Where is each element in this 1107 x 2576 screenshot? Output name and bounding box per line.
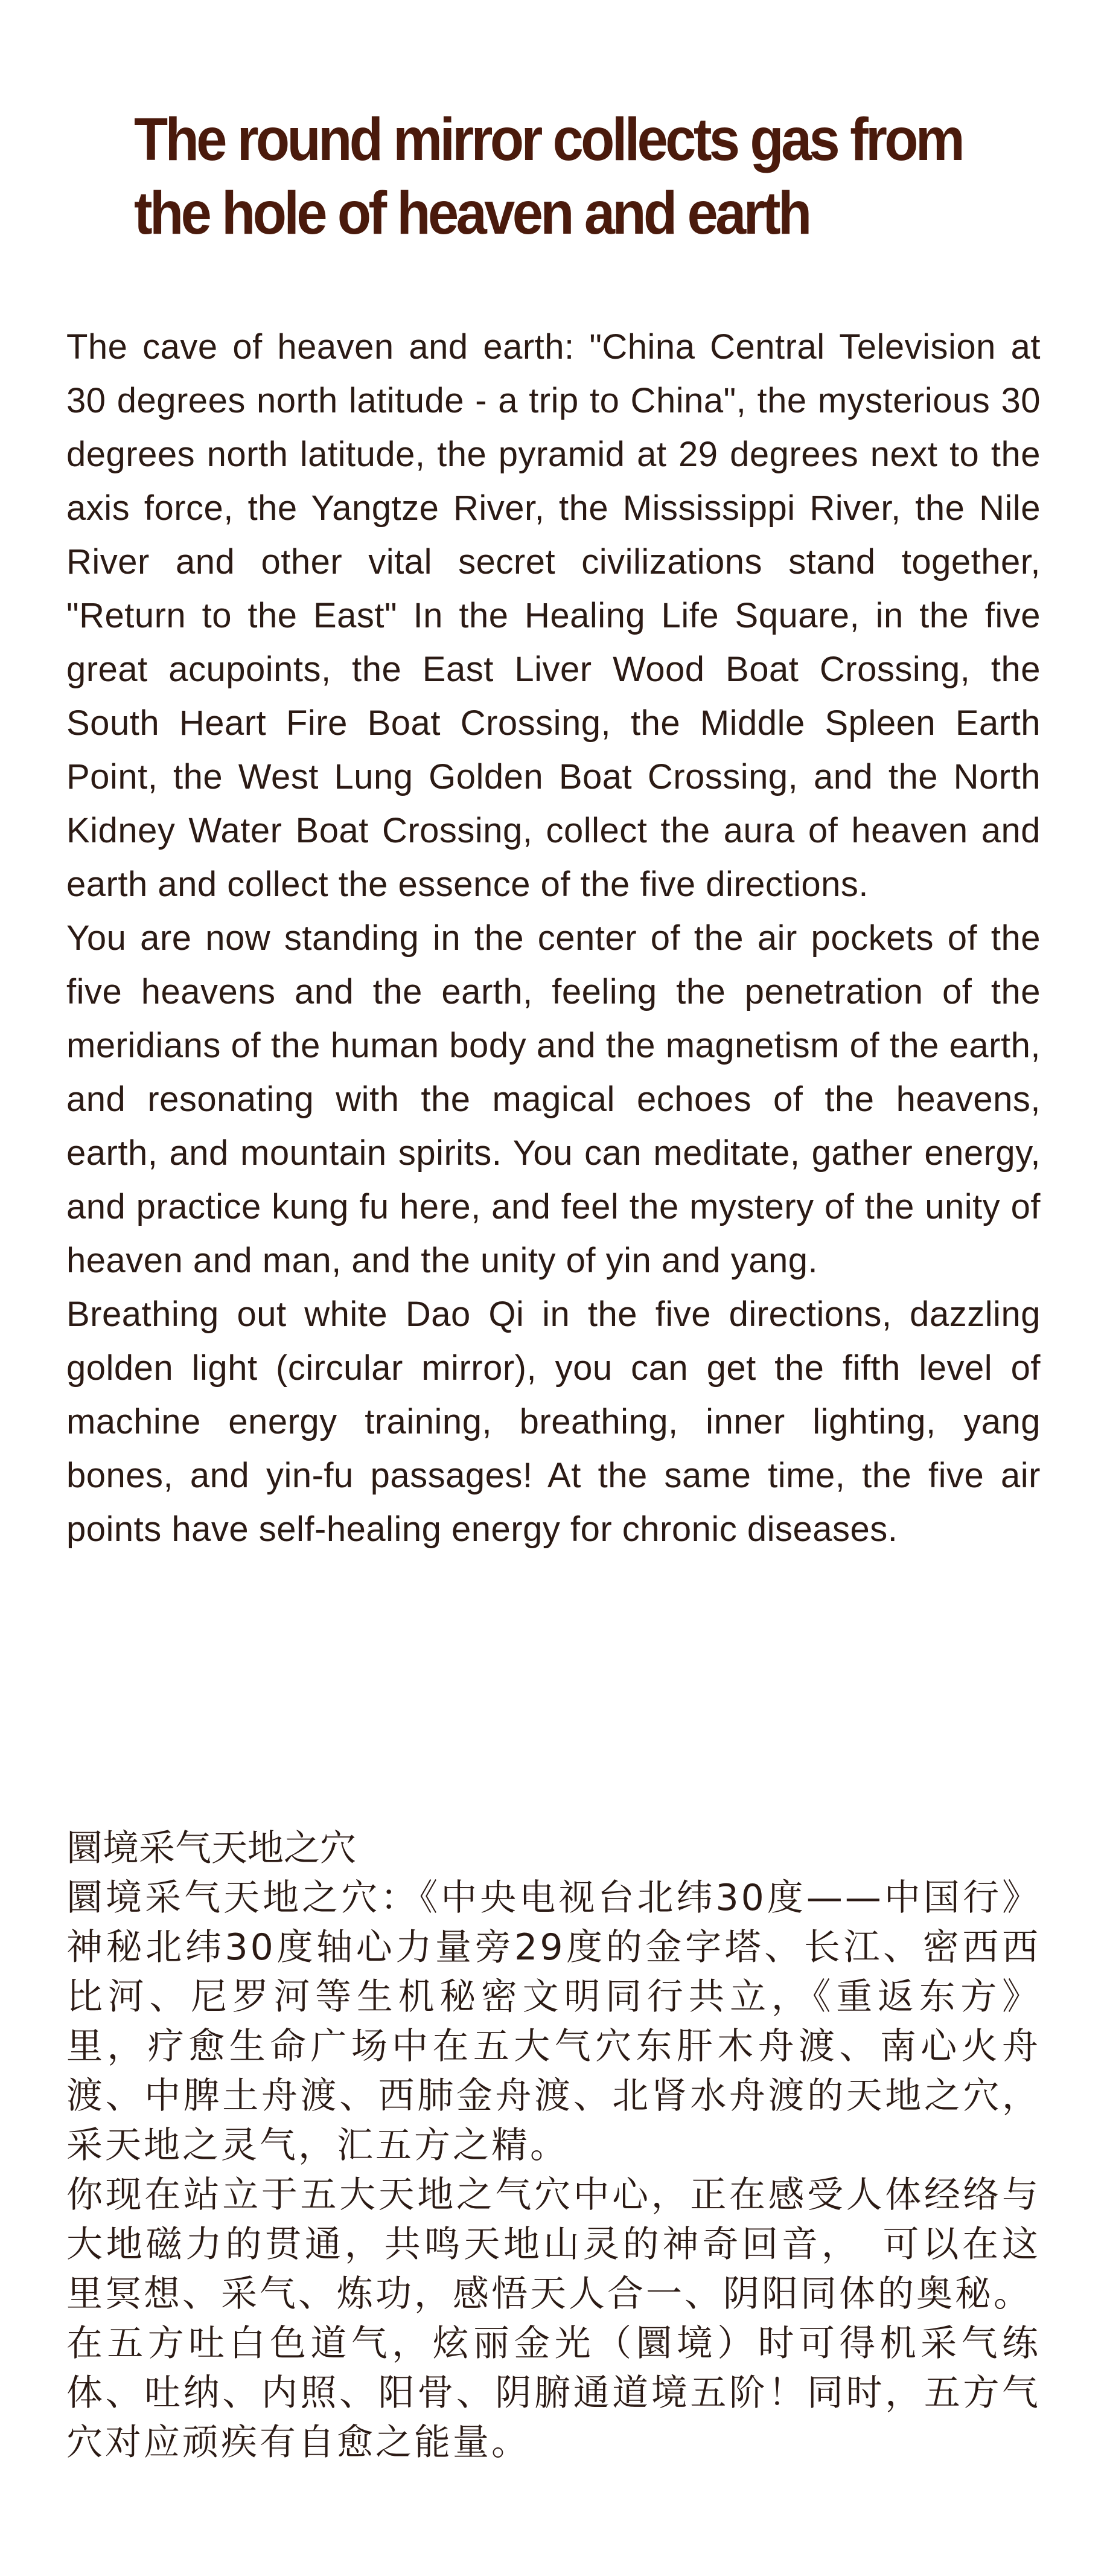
chinese-paragraph-1: 圜境采气天地之穴：《中央电视台北纬30度——中国行》神秘北纬30度轴心力量旁29度的金字塔、长江、密西西比河、尼罗河等生机秘密文明同行共立，《重返东方》里，疗愈生命广场中在五大气穴东肝木舟渡、南心火舟渡、中脾土舟渡、西肺金舟渡、北肾水舟渡的天地之穴，采天地之灵气，汇五方之精。 (66, 1877, 1041, 2167)
english-paragraph-2: You are now standing in the center of the air pockets of the five heavens and the earth, feeling the penetration of the meridians of the human body and the magnetism of the earth, and resonating with the magical echoes of the heavens, earth, and mountain spirits. You can meditate, gather energy, and practice kung fu here, and feel the mystery of the unity of heaven and man, and the unity of yin and yang. (66, 918, 1041, 1280)
page-title (134, 103, 967, 250)
title-line-1: The round mirror collects gas from (134, 106, 963, 173)
english-paragraph-1: The cave of heaven and earth: "China Central Television at 30 degrees north latitude - a trip to China", the mysterious 30 degrees north latitude, the pyramid at 29 degrees next to the axis force, the Yangtze River, the Mississippi River, the Nile River and other vital secret civilizations stand together, "Return to the East" In the Healing Life Square, in the five great acupoints, the East Liver Wood Boat Crossing, the South Heart Fire Boat Crossing, the Middle Spleen Earth Point, the West Lung Golden Boat Crossing, and the North Kidney Water Boat Crossing, collect the aura of heaven and earth and collect the essence of the five directions. (66, 327, 1041, 904)
chinese-paragraph-2: 你现在站立于五大天地之气穴中心，正在感受人体经络与大地磁力的贯通，共鸣天地山灵的神奇回音， 可以在这里冥想、采气、炼功，感悟天人合一、阴阳同体的奥秘。 (66, 2174, 1041, 2315)
english-text-section (66, 320, 1041, 1556)
chinese-paragraph-3: 在五方吐白色道气，炫丽金光（圜境）时可得机采气练体、吐纳、内照、阳骨、阴腑通道境五阶！同时，五方气穴对应顽疾有自愈之能量。 (66, 2322, 1041, 2464)
english-paragraph-3: Breathing out white Dao Qi in the five directions, dazzling golden light (circular mirror), you can get the fifth level of machine energy training, breathing, inner lighting, yang bones, and yin-fu passages! At the same time, the five air points have self-healing energy for chronic diseases. (66, 1295, 1041, 1549)
chinese-heading: 圜境采气天地之穴 (66, 1827, 356, 1870)
title-line-2: the hole of heaven and earth (134, 179, 809, 247)
chinese-text-section (66, 1824, 1041, 2467)
